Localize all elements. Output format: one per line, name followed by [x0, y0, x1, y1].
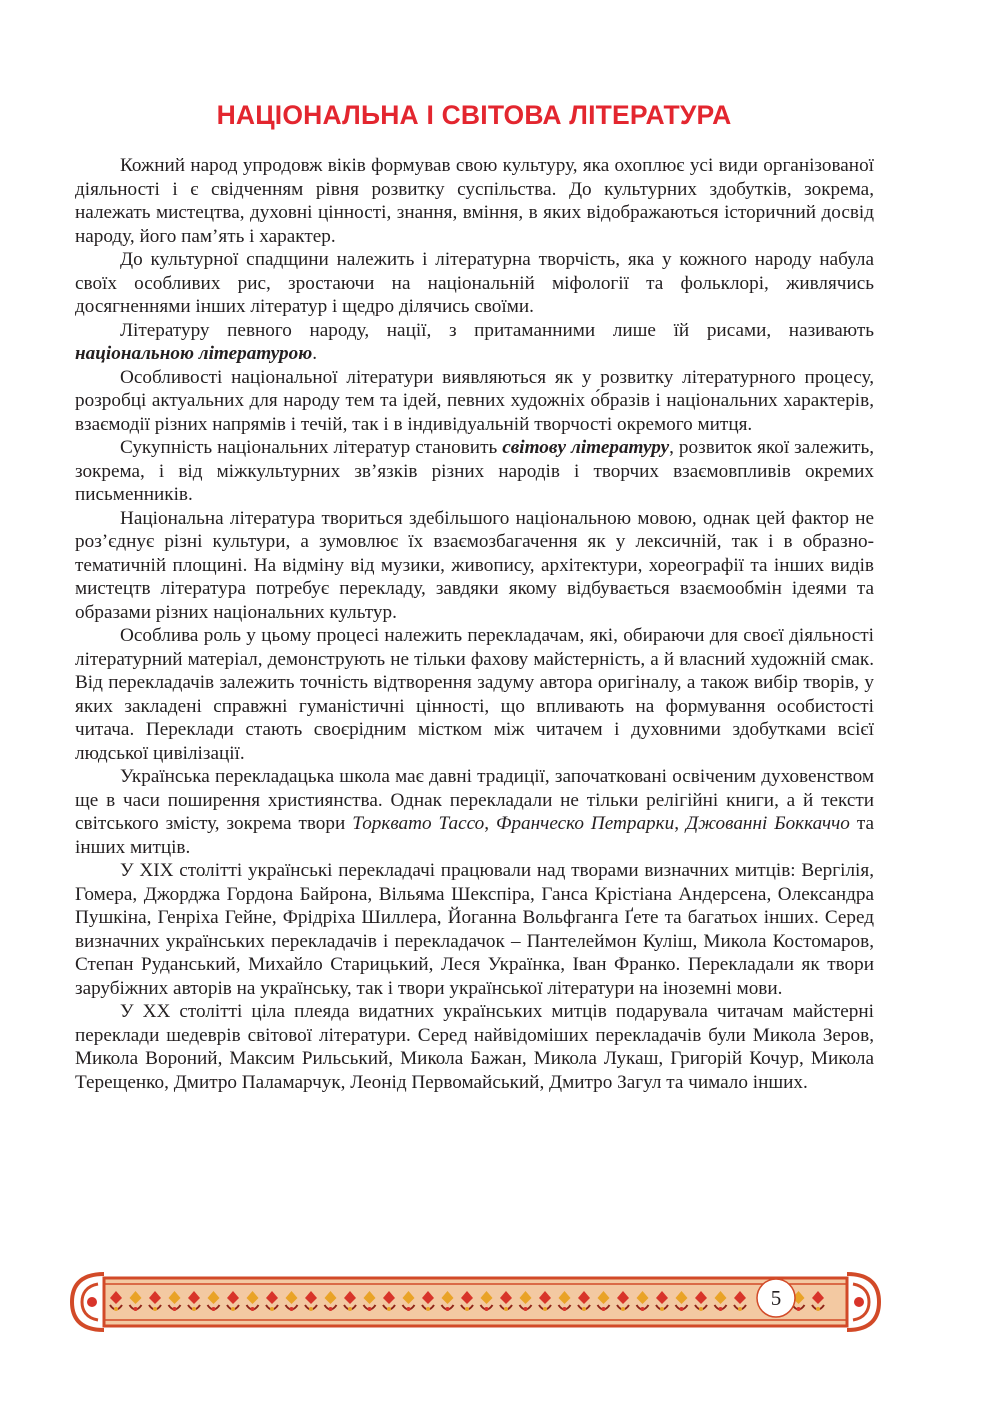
paragraph-text: та інших митців. [75, 813, 874, 858]
term-world-literature: світову літературу [502, 437, 670, 458]
paragraph-text: Літературу певного народу, нації, з притаманними лише їй рисами, називають [120, 319, 874, 341]
paragraph-translators-role: Особлива роль у цьому процесі належить перекладачам, які, обираючи для своєї діяльності літературний матеріал, демонструють не тільки фахову майстерність, а й власний художній смак. Від перекладачів залежить точність відтворення задуму автора оригіналу, а також вибір творів, у яких закладені справжні гуманістичні цінності, що впливають на формування особистості читача. Переклади стають своєрідним містком між читачем і духовними здобутками всієї людської цивілізації. [75, 625, 874, 764]
paragraph-text: Сукупність національних літератур становить [120, 437, 503, 458]
paragraph-nineteenth-century: У XIX столітті українські перекладачі працювали над творами визначних митців: Вергілія, Гомера, Джорджа Гордона Байрона, Вільяма Шекспіра, Ганса Крістіана Андерсена, Олександра Пушкіна, Генріха Гейне, Фрідріха Шиллера, Йоганна Вольфганга Ґете та багатьох інших. Серед визначних українських перекладачів і перекладачок – Пантелеймон Куліш, Микола Костомаров, Степан Руданський, Михайло Старицький, Леся Українка, Іван Франко. Перекладали як твори зарубіжних авторів на українську, так і твори української літератури на іноземні мови. [75, 860, 874, 999]
paragraph-heritage: До культурної спадщини належить і літературна творчість, яка у кожного народу набула своїх особливих рис, зростаючи на національній міфології та фольклорі, живлячись досягненнями інших літератур і щедро ділячись своїми. [75, 249, 874, 317]
author-name: Джованні Боккаччо [685, 813, 850, 834]
paragraph-culture: Кожний народ упродовж віків формував свою культуру, яка охоплює усі види організованої діяльності і є свідченням рівня розвитку суспільства. До культурних здобутків, зокрема, належать мистецтва, духовні цінності, знання, вміння, в яких відображаються історичний досвід народу, його пам’ять і характер. [75, 155, 874, 247]
paragraph-twentieth-century: У XX столітті ціла плеяда видатних українських митців подарувала читачам майстерні переклади шедеврів світової літератури. Серед найвідоміших перекладачів були Микола Зеров, Микола Вороний, Максим Рильський, Микола Бажан, Микола Лукаш, Григорій Кочур, Микола Терещенко, Дмитро Паламарчук, Леонід Первомайський, Дмитро Загул та чимало інших. [75, 1001, 874, 1093]
author-name: Торквато Тассо [352, 813, 485, 834]
term-national-literature: національною літературою [75, 343, 313, 364]
page-number: 5 [770, 1286, 782, 1310]
paragraph-text: Українська перекладацька школа має давні традиції, започатковані освіченим духовенством ще в часи поширення християнства. Однак перекладали не тільки релігійні книги, а й тексти світського змісту, зокрема твори [75, 766, 874, 834]
article-body [75, 154, 874, 1094]
paragraph-world-definition [75, 436, 874, 507]
paragraph-text: , [674, 813, 686, 834]
paragraph-text: , розвиток якої залежить, зокрема, і від міжкультурних зв’язків різних народів і творчих взаємовпливів окремих письменників. [75, 437, 874, 505]
page-title: НАЦІОНАЛЬНА І СВІТОВА ЛІТЕРАТУРА [216, 100, 732, 130]
paragraph-national-definition [75, 319, 874, 366]
paragraph-translation-need: Національна література твориться здебільшого національною мовою, однак цей фактор не роз’єднує різні культури, а зумовлює їх взаємозбагачення як у лексичній, так і в образно-тематичній площині. На відміну від музики, живопису, архітектури, хореографії та інших видів мистецтв література потребує перекладу, завдяки якому відбувається взаємообмін ідеями та образами різних національних культур. [75, 507, 874, 623]
paragraph-text: , [484, 813, 497, 834]
paragraph-ukrainian-school [75, 765, 874, 859]
author-name: Франческо Петрарки [496, 813, 675, 834]
paragraph-text: . [312, 343, 318, 364]
paragraph-national-features: Особливості національної літератури виявляються як у розвитку літературного процесу, розробці актуальних для народу тем та ідей, певних художніх о́бразів і національних характерів, взаємодії різних напрямів і течій, так і в індивідуальній творчості окремого митця. [75, 366, 874, 435]
